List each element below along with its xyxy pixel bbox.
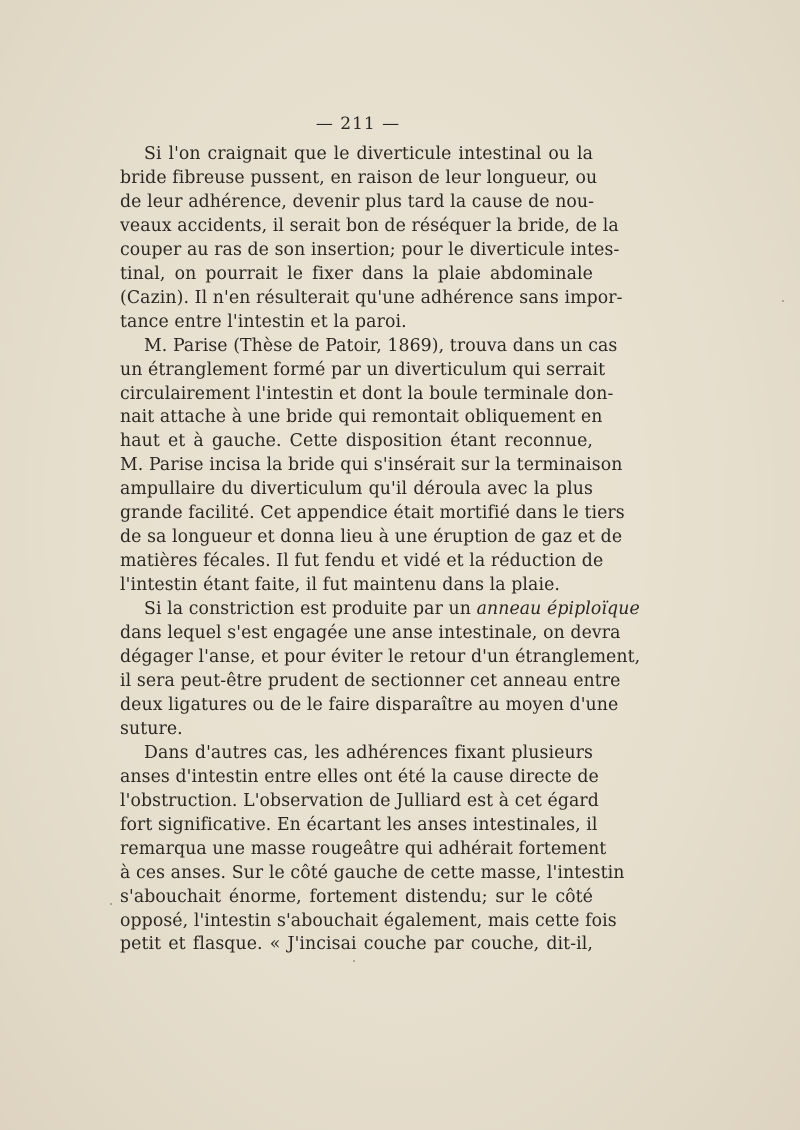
text-line — [120, 359, 606, 383]
text-line — [120, 478, 593, 502]
paper-speck — [782, 300, 784, 302]
paper-speck — [110, 903, 112, 905]
text-line-content: à ces anses. Sur le côté gauche de cette masse, l'intestin — [120, 862, 625, 883]
text-line — [120, 742, 593, 766]
text-line-content: s'abouchait énorme, fortement distendu; sur le côté — [120, 886, 593, 907]
text-line — [120, 550, 604, 574]
text-line-content: tance entre l'intestin et la paroi. — [120, 311, 407, 332]
text-line-content: fort significative. En écartant les anses intestinales, il — [120, 814, 598, 835]
text-line — [120, 622, 621, 646]
text-line-content: M. Parise incisa la bride qui s'insérait sur la terminaison — [120, 455, 623, 476]
text-line-content: couper au ras de son insertion; pour le diverticule intes- — [120, 239, 620, 260]
text-line-content: dans lequel s'est engagée une anse intestinale, on devra — [120, 623, 621, 644]
text-line — [120, 598, 640, 622]
text-line-content: il sera peut-être prudent de sectionner cet anneau entre — [120, 670, 621, 691]
text-line-content: anses d'intestin entre elles ont été la cause directe de — [120, 766, 599, 787]
text-line — [120, 766, 599, 790]
text-line — [120, 646, 641, 670]
text-line-content: circulairement l'intestin et dont la boule terminale don- — [120, 383, 614, 404]
italic-phrase: anneau épiploïque — [476, 599, 640, 620]
text-line-content: dégager l'anse, et pour éviter le retour d'un étranglement, — [120, 647, 641, 668]
paper-speck — [353, 960, 355, 962]
text-line-content: l'obstruction. L'observation de Julliard est à cet égard — [120, 790, 599, 811]
text-line-content: matières fécales. Il fut fendu et vidé et la réduction de — [120, 551, 604, 572]
text-line-content: grande facilité. Cet appendice était mortifié dans le tiers — [120, 503, 625, 524]
text-line-content: Dans d'autres cas, les adhérences fixant plusieurs — [144, 742, 593, 763]
text-line-content: Si l'on craignait que le diverticule intestinal ou la — [144, 144, 593, 164]
text-line — [120, 838, 607, 862]
text-line-content: M. Parise (Thèse de Patoir, 1869), trouva dans un cas — [144, 335, 618, 356]
text-line — [120, 454, 623, 478]
text-line-content: de leur adhérence, devenir plus tard la cause de nou- — [120, 191, 595, 212]
text-line — [120, 167, 598, 191]
text-line — [120, 191, 593, 215]
text-line — [120, 287, 623, 311]
text-line — [120, 263, 593, 287]
text-line — [120, 933, 593, 957]
page-number: — 211 — — [315, 114, 401, 134]
text-line-content: de sa longueur et donna lieu à une éruption de gaz et de — [120, 527, 623, 548]
text-line — [120, 311, 593, 335]
body-text — [120, 143, 641, 957]
text-line — [120, 406, 603, 430]
text-line-content: bride fibreuse pussent, en raison de leur longueur, ou — [120, 167, 598, 188]
text-line-content: ampullaire du diverticulum qu'il déroula avec la plus — [120, 479, 593, 500]
text-line-content: haut et à gauche. Cette disposition étant reconnue, — [120, 431, 593, 452]
text-line-content: l'intestin étant faite, il fut maintenu dans la plaie. — [120, 575, 560, 596]
text-line — [120, 335, 618, 359]
text-line — [120, 143, 593, 167]
text-line-content: opposé, l'intestin s'abouchait également, mais cette fois — [120, 910, 617, 931]
text-line — [120, 910, 617, 934]
text-line — [120, 430, 593, 454]
text-line-content: (Cazin). Il n'en résulterait qu'une adhérence sans impor- — [120, 287, 623, 308]
text-line-content: Si la constriction est produite par un — [144, 599, 477, 620]
text-line — [120, 574, 593, 598]
text-line — [120, 814, 598, 838]
text-line — [120, 718, 593, 742]
text-line-content: deux ligatures ou de le faire disparaître au moyen d'une — [120, 694, 619, 715]
text-line-content: tinal, on pourrait le fixer dans la plaie abdominale — [120, 263, 593, 284]
text-line — [120, 526, 623, 550]
text-line — [120, 239, 620, 263]
text-line-content: suture. — [120, 718, 183, 739]
text-line-content: nait attache à une bride qui remontait obliquement en — [120, 407, 603, 428]
text-line — [120, 862, 625, 886]
text-line-content: remarqua une masse rougeâtre qui adhérait fortement — [120, 838, 607, 859]
text-line-content: petit et flasque. « J'incisai couche par couche, dit-il, — [120, 934, 593, 955]
text-line — [120, 383, 614, 407]
text-line — [120, 886, 593, 910]
text-line — [120, 694, 619, 718]
text-line — [120, 215, 619, 239]
text-line-content: veaux accidents, il serait bon de réséquer la bride, de la — [120, 215, 619, 236]
text-line — [120, 670, 621, 694]
text-line-content: un étranglement formé par un diverticulum qui serrait — [120, 359, 606, 380]
text-line — [120, 790, 599, 814]
text-line — [120, 502, 625, 526]
